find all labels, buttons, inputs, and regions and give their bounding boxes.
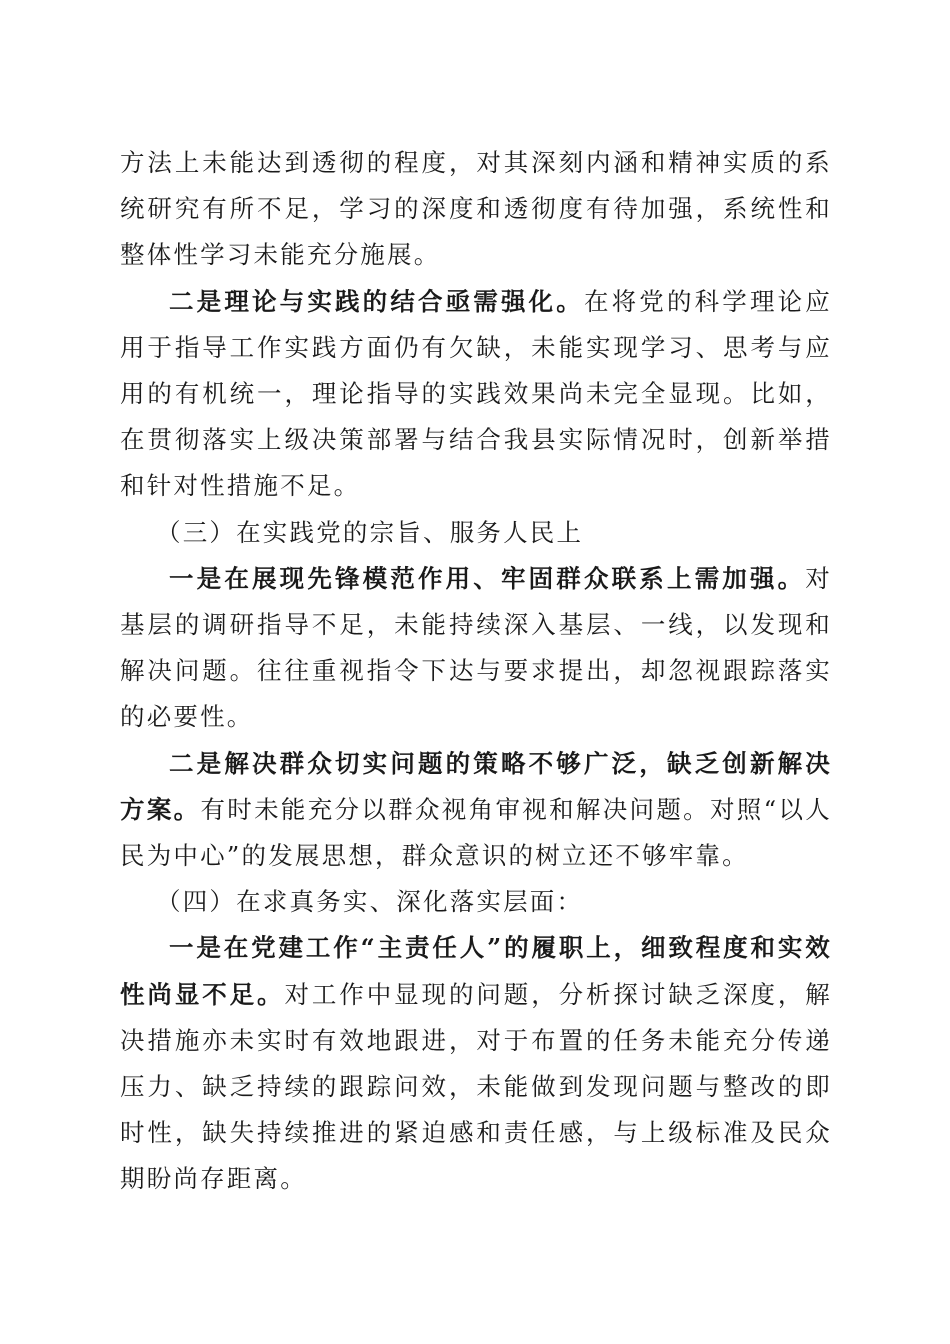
paragraph-lead: 二是解决群众切实问题的策略不够广泛，缺乏创新解决方案。: [120, 748, 832, 824]
paragraph-lead: 一是在党建工作“主责任人”的履职上，细致程度和实效性尚显不足。: [120, 933, 832, 1009]
paragraph-solve-problems: [120, 741, 832, 880]
paragraph-text: 方法上未能达到透彻的程度，对其深刻内涵和精神实质的系统研究有所不足，学习的深度和透彻度有待加强，系统性和整体性学习未能充分施展。: [120, 148, 832, 270]
paragraph-text: 在将党的科学理论应用于指导工作实践方面仍有欠缺，未能实现学习、思考与应用的有机统一，理论指导的实践效果尚未完全显现。比如，在贯彻落实上级决策部署与结合我县实际情况时，创新举措和针对性措施不足。: [120, 286, 832, 501]
section-heading-3: （三）在实践党的宗旨、服务人民上: [156, 517, 584, 547]
paragraph-text: 对工作中显现的问题，分析探讨缺乏深度，解决措施亦未实时有效地跟进，对于布置的任务未能充分传递压力、缺乏持续的跟踪问效，未能做到发现问题与整改的即时性，缺失持续推进的紧迫感和责任感，与上级标准及民众期盼尚存距离。: [120, 979, 833, 1194]
paragraph-continuation: [120, 140, 832, 279]
document-page: [120, 140, 832, 1203]
section-heading-4: （四）在求真务实、深化落实层面：: [156, 887, 584, 917]
paragraph-lead: 一是在展现先锋模范作用、牢固群众联系上需加强。: [169, 563, 806, 593]
paragraph-party-building: [120, 925, 832, 1202]
paragraph-lead: 二是理论与实践的结合亟需强化。: [169, 286, 584, 316]
paragraph-pioneer-role: [120, 556, 832, 741]
paragraph-text: 对基层的调研指导不足，未能持续深入基层、一线，以发现和解决问题。往往重视指令下达与要求提出，却忽视跟踪落实的必要性。: [120, 563, 832, 732]
paragraph-text: 有时未能充分以群众视角审视和解决问题。对照“以人民为中心”的发展思想，群众意识的树立还不够牢靠。: [120, 794, 832, 871]
paragraph-theory-practice: [120, 279, 832, 510]
